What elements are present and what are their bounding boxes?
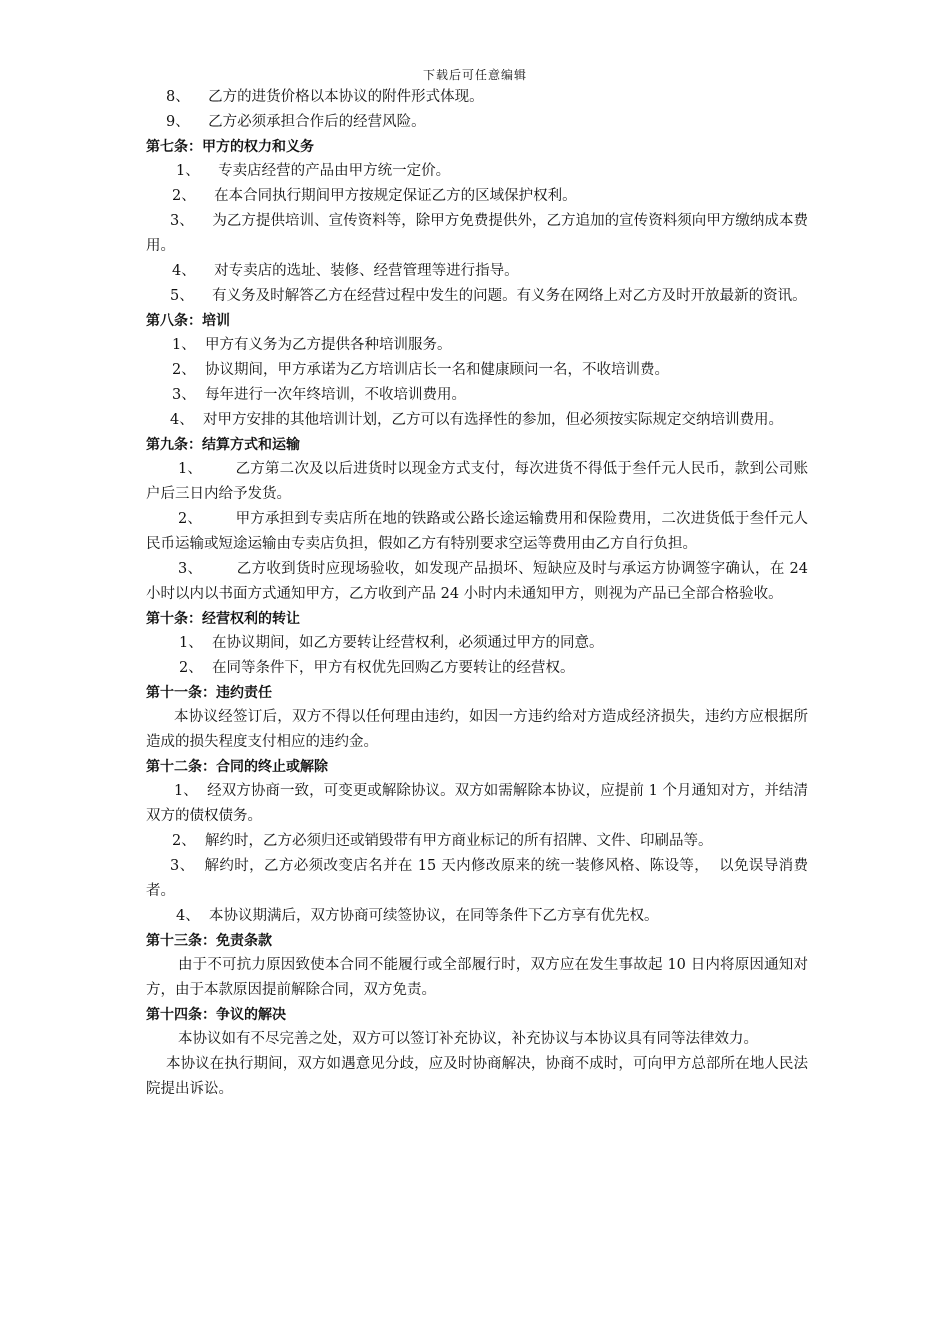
section-heading-12: 第十二条：合同的终止或解除 <box>146 759 328 775</box>
document-body <box>146 85 813 1102</box>
clause-14-para-1: 本协议如有不尽完善之处，双方可以签订补充协议，补充协议与本协议具有同等法律效力。 <box>178 1031 758 1047</box>
clause-10-2: 2、 在同等条件下，甲方有权优先回购乙方要转让的经营权。 <box>179 660 575 676</box>
section-heading-8: 第八条：培训 <box>146 313 230 329</box>
section-heading-7: 第七条：甲方的权力和义务 <box>146 139 314 155</box>
clause-8-6: 8、 乙方的进货价格以本协议的附件形式体现。 <box>166 89 484 105</box>
clause-13-body: 由于不可抗力原因致使本合同不能履行或全部履行时，双方应在发生事故起 10 日内将原因通知对方，由于本款原因提前解除合同，双方免责。 <box>146 957 808 998</box>
clause-12-4: 4、 本协议期满后，双方协商可续签协议，在同等条件下乙方享有优先权。 <box>176 908 659 924</box>
clause-9-3: 3、 乙方收到货时应现场验收，如发现产品损坏、短缺应及时与承运方协调签字确认，在 24 小时以内以书面方式通知甲方，乙方收到产品 24 小时内未通知甲方，则视为产品已全部合格验收。 <box>146 561 813 602</box>
section-heading-10: 第十条：经营权利的转让 <box>146 611 300 627</box>
clause-9-2: 2、 甲方承担到专卖店所在地的铁路或公路长途运输费用和保险费用，二次进货低于叁仟元人民币运输或短途运输由专卖店负担，假如乙方有特别要求空运等费用由乙方自行负担。 <box>146 511 808 552</box>
clause-8-2: 2、 协议期间，甲方承诺为乙方培训店长一名和健康顾问一名，不收培训费。 <box>172 362 669 378</box>
clause-12-3: 3、 解约时，乙方必须改变店名并在 15 天内修改原来的统一装修风格、陈设等， 以免误导消费者。 <box>146 858 808 899</box>
section-heading-11: 第十一条：违约责任 <box>146 685 272 701</box>
page-header: 下载后可任意编辑 <box>422 68 527 82</box>
clause-8-3: 3、 每年进行一次年终培训，不收培训费用。 <box>172 387 466 403</box>
section-heading-13: 第十三条：免责条款 <box>146 933 272 949</box>
clause-7-2: 2、 在本合同执行期间甲方按规定保证乙方的区域保护权利。 <box>172 188 577 204</box>
clause-10-1: 1、 在协议期间，如乙方要转让经营权利，必须通过甲方的同意。 <box>179 635 604 651</box>
clause-7-4: 4、 对专卖店的选址、装修、经营管理等进行指导。 <box>172 263 519 279</box>
section-heading-14: 第十四条：争议的解决 <box>146 1007 286 1023</box>
clause-12-1: 1、 经双方协商一致，可变更或解除协议。双方如需解除本协议，应提前 1 个月通知对方，并结清双方的债权债务。 <box>146 783 808 824</box>
clause-11-body: 本协议经签订后，双方不得以任何理由违约，如因一方违约给对方造成经济损失，违约方应根据所造成的损失程度支付相应的违约金。 <box>146 709 808 750</box>
clause-9-1: 1、 乙方第二次及以后进货时以现金方式支付，每次进货不得低于叁仟元人民币，款到公司账户后三日内给予发货。 <box>146 461 808 502</box>
clause-12-2: 2、 解约时，乙方必须归还或销毁带有甲方商业标记的所有招牌、文件、印刷品等。 <box>172 833 713 849</box>
clause-7-3: 3、 为乙方提供培训、宣传资料等，除甲方免费提供外，乙方追加的宣传资料须向甲方缴纳成本费用。 <box>146 213 808 254</box>
clause-14-para-2: 本协议在执行期间，双方如遇意见分歧，应及时协商解决，协商不成时，可向甲方总部所在地人民法院提出诉讼。 <box>146 1056 808 1097</box>
clause-8-1: 1、 甲方有义务为乙方提供各种培训服务。 <box>172 337 452 353</box>
clause-7-1: 1、 专卖店经营的产品由甲方统一定价。 <box>176 163 451 179</box>
section-heading-9: 第九条：结算方式和运输 <box>146 437 300 453</box>
clause-9-6: 9、 乙方必须承担合作后的经营风险。 <box>166 114 426 130</box>
clause-8-4: 4、 对甲方安排的其他培训计划，乙方可以有选择性的参加，但必须按实际规定交纳培训费用。 <box>170 412 783 428</box>
clause-7-5: 5、 有义务及时解答乙方在经营过程中发生的问题。有义务在网络上对乙方及时开放最新的资讯。 <box>170 288 807 304</box>
